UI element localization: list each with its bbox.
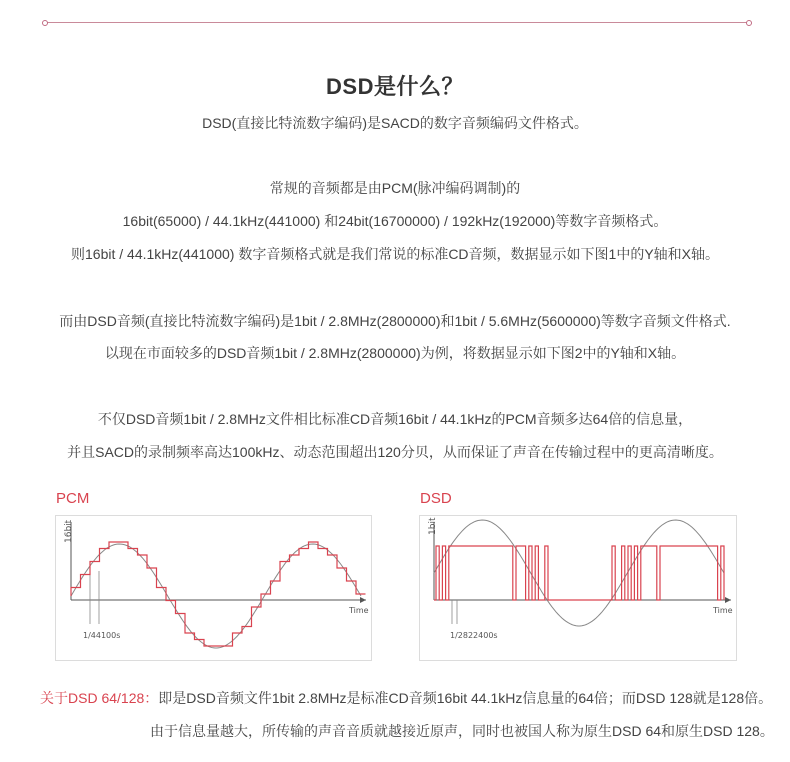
compare-paragraph-line-2: 并且SACD的录制频率高达100kHz、动态范围超出120分贝，从而保证了声音在传输过程中的更高清晰度。 [67,444,723,460]
pcm-paragraph-line-1: 常规的音频都是由PCM(脉冲编码调制)的 [269,180,521,196]
page-title: DSD是什么？ [326,74,464,99]
divider-dot-right [746,20,752,26]
dsd-x-arrow [725,597,731,603]
dsd-figure [419,515,737,661]
dsd-paragraph-line-2: 以现在市面较多的DSD音频1bit / 2.8MHz(2800000)为例，将数据显示如下图2中的Y轴和X轴。 [104,345,686,361]
divider-dot-left [42,20,48,26]
pcm-figure [55,515,372,661]
note-highlight: 关于DSD 64/128： [40,690,159,706]
note-line-2: 由于信息量越大，所传输的声音音质就越接近原声，同时也被国人称为原生DSD 64和原生DSD 128。 [150,723,774,739]
note-text-1: 即是DSD音频文件1bit 2.8MHz是标准CD音频16bit 44.1kHz信息量的64倍；而DSD 128就是128倍。 [158,690,773,706]
top-divider [42,20,752,26]
dsd-interval-label: 1/2822400s [450,631,498,640]
pcm-y-label: 16bit [64,519,74,543]
pcm-paragraph-line-2: 16bit(65000) / 44.1kHz(441000) 和24bit(16700000) / 192kHz(192000)等数字音频格式。 [122,213,668,229]
pcm-x-arrow [360,597,366,603]
dsd-paragraph-line-1: 而由DSD音频(直接比特流数字编码)是1bit / 2.8MHz(2800000)和1bit / 5.6MHz(5600000)等数字音频文件格式. [59,313,731,329]
dsd-sine-wave [434,520,724,626]
pcm-paragraph-line-3: 则16bit / 44.1kHz(441000) 数字音频格式就是我们常说的标准CD音频，数据显示如下图1中的Y轴和X轴。 [71,246,719,262]
pcm-interval-label: 1/44100s [83,631,121,640]
dsd-pulse-stream [434,546,724,600]
dsd-figure-title: DSD [420,490,452,507]
dsd-y-label: 1bit [428,517,438,535]
intro-text: DSD(直接比特流数字编码)是SACD的数字音频编码文件格式。 [202,115,588,131]
dsd-x-label: Time [713,606,733,615]
compare-paragraph-line-1: 不仅DSD音频1bit / 2.8MHz文件相比标准CD音频16bit / 44.1kHz的PCM音频多达64倍的信息量， [97,411,693,427]
note-line-1 [40,688,772,708]
pcm-x-label: Time [349,606,369,615]
pcm-figure-title: PCM [56,490,90,507]
